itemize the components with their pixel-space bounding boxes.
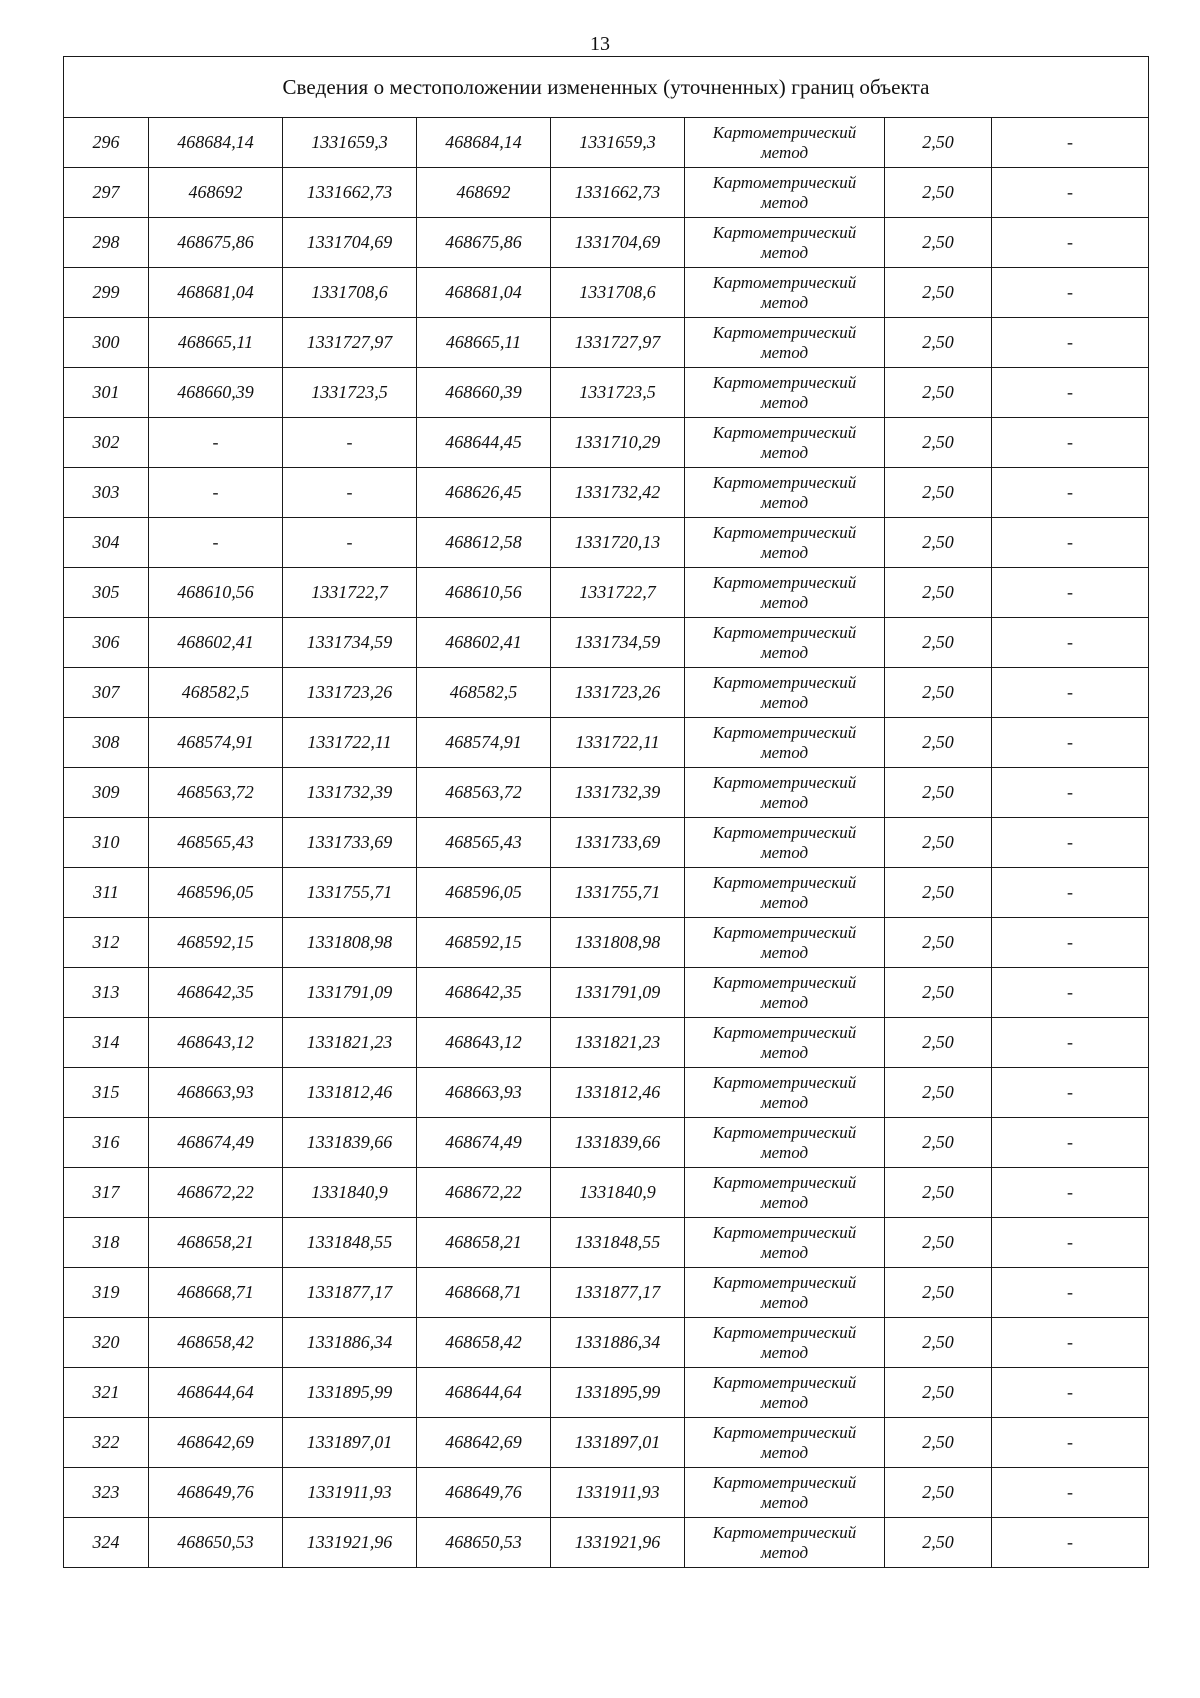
method-label: Картометрический метод (712, 1222, 857, 1262)
method-cell (685, 1068, 885, 1118)
point-number-cell: 297 (64, 168, 149, 218)
description-cell: - (992, 568, 1149, 618)
existing-y-cell: - (283, 418, 417, 468)
existing-x-cell: 468642,69 (149, 1418, 283, 1468)
description-cell: - (992, 1068, 1149, 1118)
method-label: Картометрический метод (712, 172, 857, 212)
accuracy-cell: 2,50 (885, 218, 992, 268)
refined-y-cell: 1331722,11 (551, 718, 685, 768)
accuracy-cell: 2,50 (885, 768, 992, 818)
method-cell (685, 918, 885, 968)
refined-x-cell: 468658,42 (417, 1318, 551, 1368)
refined-y-cell: 1331921,96 (551, 1518, 685, 1568)
existing-x-cell: - (149, 468, 283, 518)
refined-x-cell: 468644,45 (417, 418, 551, 468)
description-cell: - (992, 668, 1149, 718)
method-label: Картометрический метод (712, 222, 857, 262)
method-cell (685, 318, 885, 368)
existing-y-cell: 1331727,97 (283, 318, 417, 368)
table-row (64, 468, 1149, 518)
table-row (64, 1518, 1149, 1568)
point-number-cell: 300 (64, 318, 149, 368)
accuracy-cell: 2,50 (885, 1068, 992, 1118)
point-number-cell: 306 (64, 618, 149, 668)
accuracy-cell: 2,50 (885, 1118, 992, 1168)
accuracy-cell: 2,50 (885, 918, 992, 968)
method-cell (685, 1168, 885, 1218)
method-label: Картометрический метод (712, 872, 857, 912)
existing-x-cell: 468674,49 (149, 1118, 283, 1168)
table-row (64, 368, 1149, 418)
description-cell: - (992, 1118, 1149, 1168)
existing-y-cell: 1331808,98 (283, 918, 417, 968)
description-cell: - (992, 768, 1149, 818)
refined-x-cell: 468650,53 (417, 1518, 551, 1568)
table-row (64, 1018, 1149, 1068)
table-row (64, 268, 1149, 318)
method-cell (685, 418, 885, 468)
point-number-cell: 313 (64, 968, 149, 1018)
point-number-cell: 312 (64, 918, 149, 968)
accuracy-cell: 2,50 (885, 1018, 992, 1068)
accuracy-cell: 2,50 (885, 718, 992, 768)
refined-y-cell: 1331723,26 (551, 668, 685, 718)
refined-x-cell: 468610,56 (417, 568, 551, 618)
method-label: Картометрический метод (712, 1072, 857, 1112)
method-label: Картометрический метод (712, 1372, 857, 1412)
refined-x-cell: 468574,91 (417, 718, 551, 768)
existing-x-cell: 468681,04 (149, 268, 283, 318)
method-label: Картометрический метод (712, 722, 857, 762)
description-cell: - (992, 1468, 1149, 1518)
existing-y-cell: 1331897,01 (283, 1418, 417, 1468)
point-number-cell: 314 (64, 1018, 149, 1068)
method-cell (685, 568, 885, 618)
refined-y-cell: 1331839,66 (551, 1118, 685, 1168)
point-number-cell: 302 (64, 418, 149, 468)
method-label: Картометрический метод (712, 1172, 857, 1212)
refined-x-cell: 468674,49 (417, 1118, 551, 1168)
description-cell: - (992, 168, 1149, 218)
table-row (64, 118, 1149, 168)
point-number-cell: 305 (64, 568, 149, 618)
existing-y-cell: 1331839,66 (283, 1118, 417, 1168)
boundary-coordinates-table (63, 56, 1149, 1568)
table-row (64, 1368, 1149, 1418)
point-number-cell: 322 (64, 1418, 149, 1468)
method-cell (685, 168, 885, 218)
table-row (64, 968, 1149, 1018)
refined-x-cell: 468668,71 (417, 1268, 551, 1318)
existing-y-cell: 1331791,09 (283, 968, 417, 1018)
description-cell: - (992, 818, 1149, 868)
method-cell (685, 618, 885, 668)
point-number-cell: 310 (64, 818, 149, 868)
refined-y-cell: 1331710,29 (551, 418, 685, 468)
table-row (64, 318, 1149, 368)
description-cell: - (992, 618, 1149, 668)
table-row (64, 868, 1149, 918)
existing-y-cell: 1331704,69 (283, 218, 417, 268)
method-label: Картометрический метод (712, 1272, 857, 1312)
refined-y-cell: 1331732,42 (551, 468, 685, 518)
point-number-cell: 299 (64, 268, 149, 318)
existing-x-cell: - (149, 418, 283, 468)
refined-x-cell: 468596,05 (417, 868, 551, 918)
accuracy-cell: 2,50 (885, 668, 992, 718)
refined-y-cell: 1331727,97 (551, 318, 685, 368)
refined-x-cell: 468649,76 (417, 1468, 551, 1518)
existing-x-cell: 468660,39 (149, 368, 283, 418)
refined-y-cell: 1331911,93 (551, 1468, 685, 1518)
table-row (64, 1118, 1149, 1168)
table-row (64, 1068, 1149, 1118)
refined-x-cell: 468612,58 (417, 518, 551, 568)
table-title: Сведения о местоположении измененных (уточненных) границ объекта (64, 57, 1149, 118)
refined-y-cell: 1331840,9 (551, 1168, 685, 1218)
refined-y-cell: 1331720,13 (551, 518, 685, 568)
refined-y-cell: 1331791,09 (551, 968, 685, 1018)
existing-x-cell: 468596,05 (149, 868, 283, 918)
method-cell (685, 1518, 885, 1568)
existing-y-cell: 1331722,11 (283, 718, 417, 768)
method-label: Картометрический метод (712, 522, 857, 562)
method-cell (685, 768, 885, 818)
refined-x-cell: 468582,5 (417, 668, 551, 718)
existing-x-cell: 468563,72 (149, 768, 283, 818)
description-cell: - (992, 1018, 1149, 1068)
method-cell (685, 468, 885, 518)
table-row (64, 618, 1149, 668)
existing-x-cell: 468684,14 (149, 118, 283, 168)
refined-x-cell: 468592,15 (417, 918, 551, 968)
point-number-cell: 318 (64, 1218, 149, 1268)
existing-x-cell: 468672,22 (149, 1168, 283, 1218)
description-cell: - (992, 1418, 1149, 1468)
refined-y-cell: 1331895,99 (551, 1368, 685, 1418)
table-row (64, 1168, 1149, 1218)
accuracy-cell: 2,50 (885, 618, 992, 668)
refined-y-cell: 1331897,01 (551, 1418, 685, 1468)
point-number-cell: 315 (64, 1068, 149, 1118)
refined-x-cell: 468663,93 (417, 1068, 551, 1118)
refined-y-cell: 1331848,55 (551, 1218, 685, 1268)
description-cell: - (992, 1368, 1149, 1418)
existing-x-cell: 468663,93 (149, 1068, 283, 1118)
method-label: Картометрический метод (712, 1522, 857, 1562)
refined-x-cell: 468665,11 (417, 318, 551, 368)
method-cell (685, 218, 885, 268)
refined-x-cell: 468644,64 (417, 1368, 551, 1418)
method-cell (685, 968, 885, 1018)
description-cell: - (992, 418, 1149, 468)
existing-x-cell: 468658,42 (149, 1318, 283, 1368)
accuracy-cell: 2,50 (885, 118, 992, 168)
refined-x-cell: 468643,12 (417, 1018, 551, 1068)
point-number-cell: 301 (64, 368, 149, 418)
table-row (64, 168, 1149, 218)
point-number-cell: 321 (64, 1368, 149, 1418)
method-label: Картометрический метод (712, 422, 857, 462)
description-cell: - (992, 218, 1149, 268)
accuracy-cell: 2,50 (885, 1368, 992, 1418)
description-cell: - (992, 1268, 1149, 1318)
table-row (64, 668, 1149, 718)
accuracy-cell: 2,50 (885, 1418, 992, 1468)
table-row (64, 518, 1149, 568)
refined-x-cell: 468565,43 (417, 818, 551, 868)
point-number-cell: 298 (64, 218, 149, 268)
method-cell (685, 1468, 885, 1518)
method-label: Картометрический метод (712, 1122, 857, 1162)
refined-x-cell: 468642,69 (417, 1418, 551, 1468)
existing-x-cell: 468675,86 (149, 218, 283, 268)
existing-y-cell: 1331821,23 (283, 1018, 417, 1068)
table-row (64, 768, 1149, 818)
description-cell: - (992, 968, 1149, 1018)
existing-x-cell: 468592,15 (149, 918, 283, 968)
accuracy-cell: 2,50 (885, 1318, 992, 1368)
description-cell: - (992, 868, 1149, 918)
method-cell (685, 868, 885, 918)
existing-x-cell: 468650,53 (149, 1518, 283, 1568)
method-label: Картометрический метод (712, 972, 857, 1012)
method-cell (685, 1218, 885, 1268)
method-cell (685, 118, 885, 168)
table-row (64, 818, 1149, 868)
table-row (64, 218, 1149, 268)
refined-y-cell: 1331708,6 (551, 268, 685, 318)
existing-y-cell: 1331895,99 (283, 1368, 417, 1418)
method-label: Картометрический метод (712, 272, 857, 312)
method-cell (685, 1418, 885, 1468)
accuracy-cell: 2,50 (885, 418, 992, 468)
existing-x-cell: 468692 (149, 168, 283, 218)
existing-x-cell: - (149, 518, 283, 568)
existing-y-cell: 1331723,5 (283, 368, 417, 418)
existing-y-cell: 1331733,69 (283, 818, 417, 868)
existing-y-cell: - (283, 518, 417, 568)
method-label: Картометрический метод (712, 1322, 857, 1362)
existing-y-cell: 1331659,3 (283, 118, 417, 168)
point-number-cell: 311 (64, 868, 149, 918)
existing-y-cell: 1331911,93 (283, 1468, 417, 1518)
accuracy-cell: 2,50 (885, 318, 992, 368)
method-cell (685, 368, 885, 418)
description-cell: - (992, 318, 1149, 368)
refined-y-cell: 1331812,46 (551, 1068, 685, 1118)
existing-x-cell: 468582,5 (149, 668, 283, 718)
refined-y-cell: 1331734,59 (551, 618, 685, 668)
refined-x-cell: 468672,22 (417, 1168, 551, 1218)
existing-y-cell: 1331877,17 (283, 1268, 417, 1318)
refined-x-cell: 468660,39 (417, 368, 551, 418)
accuracy-cell: 2,50 (885, 518, 992, 568)
table-row (64, 1268, 1149, 1318)
existing-x-cell: 468610,56 (149, 568, 283, 618)
existing-y-cell: 1331840,9 (283, 1168, 417, 1218)
accuracy-cell: 2,50 (885, 468, 992, 518)
existing-y-cell: - (283, 468, 417, 518)
accuracy-cell: 2,50 (885, 1518, 992, 1568)
point-number-cell: 304 (64, 518, 149, 568)
existing-x-cell: 468649,76 (149, 1468, 283, 1518)
existing-x-cell: 468643,12 (149, 1018, 283, 1068)
existing-x-cell: 468642,35 (149, 968, 283, 1018)
refined-y-cell: 1331732,39 (551, 768, 685, 818)
description-cell: - (992, 118, 1149, 168)
accuracy-cell: 2,50 (885, 1168, 992, 1218)
method-cell (685, 718, 885, 768)
method-cell (685, 668, 885, 718)
existing-y-cell: 1331886,34 (283, 1318, 417, 1368)
table-row (64, 1468, 1149, 1518)
description-cell: - (992, 718, 1149, 768)
existing-y-cell: 1331812,46 (283, 1068, 417, 1118)
method-label: Картометрический метод (712, 1022, 857, 1062)
refined-x-cell: 468681,04 (417, 268, 551, 318)
table-row (64, 1318, 1149, 1368)
point-number-cell: 307 (64, 668, 149, 718)
method-cell (685, 1118, 885, 1168)
refined-y-cell: 1331755,71 (551, 868, 685, 918)
method-cell (685, 518, 885, 568)
existing-y-cell: 1331755,71 (283, 868, 417, 918)
description-cell: - (992, 1168, 1149, 1218)
accuracy-cell: 2,50 (885, 568, 992, 618)
existing-x-cell: 468565,43 (149, 818, 283, 868)
existing-x-cell: 468602,41 (149, 618, 283, 668)
description-cell: - (992, 1218, 1149, 1268)
existing-x-cell: 468668,71 (149, 1268, 283, 1318)
refined-x-cell: 468602,41 (417, 618, 551, 668)
existing-y-cell: 1331734,59 (283, 618, 417, 668)
point-number-cell: 296 (64, 118, 149, 168)
existing-x-cell: 468658,21 (149, 1218, 283, 1268)
refined-y-cell: 1331659,3 (551, 118, 685, 168)
description-cell: - (992, 518, 1149, 568)
refined-y-cell: 1331808,98 (551, 918, 685, 968)
method-label: Картометрический метод (712, 1422, 857, 1462)
refined-y-cell: 1331877,17 (551, 1268, 685, 1318)
accuracy-cell: 2,50 (885, 868, 992, 918)
method-label: Картометрический метод (712, 472, 857, 512)
method-cell (685, 1368, 885, 1418)
point-number-cell: 303 (64, 468, 149, 518)
method-label: Картометрический метод (712, 372, 857, 412)
refined-y-cell: 1331722,7 (551, 568, 685, 618)
refined-x-cell: 468642,35 (417, 968, 551, 1018)
description-cell: - (992, 1318, 1149, 1368)
method-label: Картометрический метод (712, 622, 857, 662)
refined-y-cell: 1331821,23 (551, 1018, 685, 1068)
point-number-cell: 320 (64, 1318, 149, 1368)
method-label: Картометрический метод (712, 772, 857, 812)
refined-y-cell: 1331886,34 (551, 1318, 685, 1368)
point-number-cell: 324 (64, 1518, 149, 1568)
description-cell: - (992, 918, 1149, 968)
point-number-cell: 308 (64, 718, 149, 768)
refined-x-cell: 468684,14 (417, 118, 551, 168)
accuracy-cell: 2,50 (885, 1268, 992, 1318)
method-label: Картометрический метод (712, 922, 857, 962)
method-label: Картометрический метод (712, 572, 857, 612)
method-cell (685, 818, 885, 868)
accuracy-cell: 2,50 (885, 1218, 992, 1268)
point-number-cell: 316 (64, 1118, 149, 1168)
description-cell: - (992, 368, 1149, 418)
refined-y-cell: 1331723,5 (551, 368, 685, 418)
existing-x-cell: 468665,11 (149, 318, 283, 368)
existing-y-cell: 1331732,39 (283, 768, 417, 818)
method-cell (685, 1318, 885, 1368)
existing-y-cell: 1331848,55 (283, 1218, 417, 1268)
refined-x-cell: 468675,86 (417, 218, 551, 268)
method-label: Картометрический метод (712, 822, 857, 862)
refined-y-cell: 1331704,69 (551, 218, 685, 268)
existing-x-cell: 468574,91 (149, 718, 283, 768)
table-row (64, 1418, 1149, 1468)
description-cell: - (992, 468, 1149, 518)
point-number-cell: 317 (64, 1168, 149, 1218)
point-number-cell: 323 (64, 1468, 149, 1518)
method-label: Картометрический метод (712, 1472, 857, 1512)
refined-x-cell: 468658,21 (417, 1218, 551, 1268)
accuracy-cell: 2,50 (885, 968, 992, 1018)
method-label: Картометрический метод (712, 122, 857, 162)
table-row (64, 718, 1149, 768)
page-number: 13 (590, 33, 610, 55)
existing-x-cell: 468644,64 (149, 1368, 283, 1418)
existing-y-cell: 1331723,26 (283, 668, 417, 718)
method-cell (685, 268, 885, 318)
method-label: Картометрический метод (712, 322, 857, 362)
refined-y-cell: 1331662,73 (551, 168, 685, 218)
accuracy-cell: 2,50 (885, 268, 992, 318)
existing-y-cell: 1331708,6 (283, 268, 417, 318)
table-title-row (64, 57, 1149, 118)
accuracy-cell: 2,50 (885, 368, 992, 418)
refined-x-cell: 468563,72 (417, 768, 551, 818)
description-cell: - (992, 268, 1149, 318)
existing-y-cell: 1331722,7 (283, 568, 417, 618)
table-row (64, 418, 1149, 468)
existing-y-cell: 1331921,96 (283, 1518, 417, 1568)
accuracy-cell: 2,50 (885, 168, 992, 218)
table-row (64, 568, 1149, 618)
table-row (64, 1218, 1149, 1268)
method-cell (685, 1018, 885, 1068)
method-cell (685, 1268, 885, 1318)
description-cell: - (992, 1518, 1149, 1568)
accuracy-cell: 2,50 (885, 818, 992, 868)
accuracy-cell: 2,50 (885, 1468, 992, 1518)
table-row (64, 918, 1149, 968)
refined-x-cell: 468626,45 (417, 468, 551, 518)
existing-y-cell: 1331662,73 (283, 168, 417, 218)
point-number-cell: 319 (64, 1268, 149, 1318)
point-number-cell: 309 (64, 768, 149, 818)
refined-y-cell: 1331733,69 (551, 818, 685, 868)
method-label: Картометрический метод (712, 672, 857, 712)
refined-x-cell: 468692 (417, 168, 551, 218)
